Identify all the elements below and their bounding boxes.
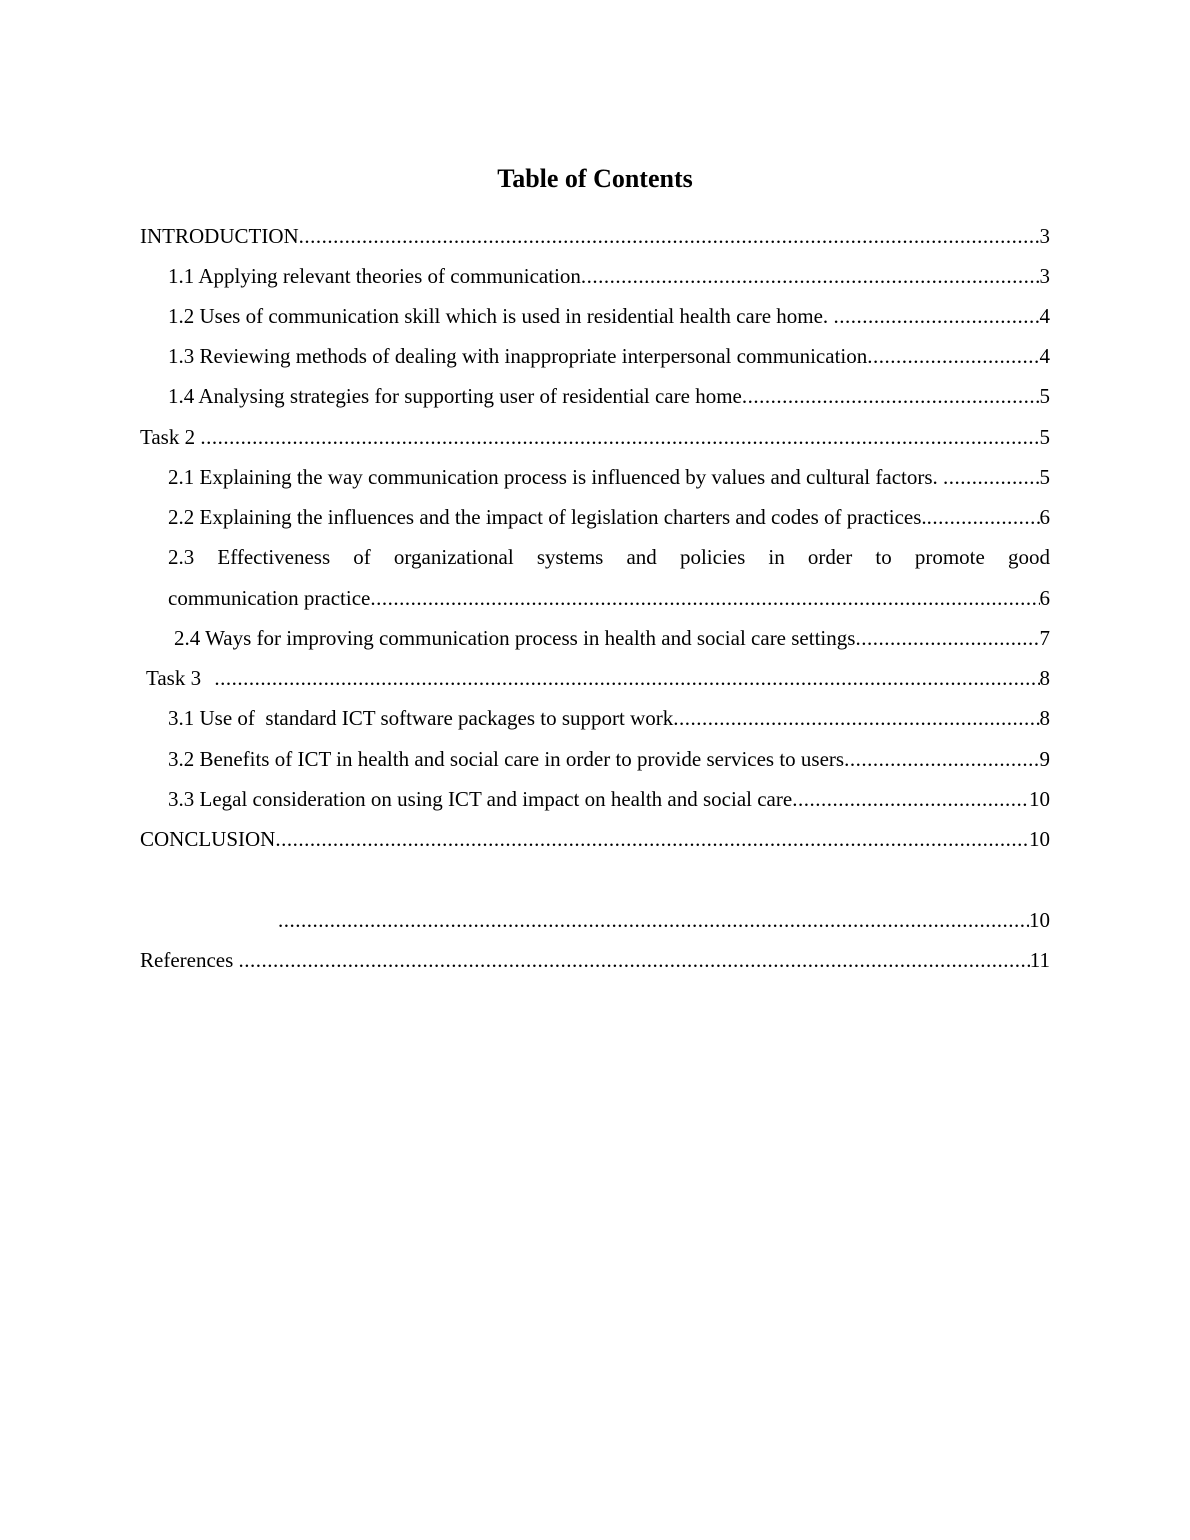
toc-entry-text: Task 2 [140,425,201,449]
toc-page-number: 10 [1029,827,1050,851]
toc-entry-2-1[interactable] [168,463,1050,491]
leader-dots [855,624,1039,652]
page-title: Table of Contents [497,164,693,193]
toc-entry-text: 2.4 Ways for improving communication process in health and social care settings [174,626,856,650]
toc-entry-text: communication practice [168,586,371,610]
toc-page-number: 3 [1039,224,1050,248]
leader-dots [278,906,1029,934]
toc-entry-task-3[interactable] [146,664,1050,692]
toc-entry-3-3[interactable] [168,785,1050,813]
toc-entry-1-2[interactable] [168,302,1050,330]
leader-dots [239,946,1030,974]
toc-page-number: 5 [1039,465,1050,489]
toc-entry-text: Task 3 [146,666,207,690]
toc-page-number: 5 [1039,425,1050,449]
toc-entry-1-3[interactable] [168,342,1050,370]
leader-dots [833,302,1039,330]
toc-page-number: 10 [1029,787,1050,811]
leader-dots [742,382,1040,410]
toc-entry-3-2[interactable] [168,745,1050,773]
toc-page-number: 8 [1039,666,1050,690]
toc-entry-text: 3.2 Benefits of ICT in health and social care in order to provide services to users [168,747,845,771]
toc-entry-text: 3.3 Legal consideration on using ICT and impact on health and social care [168,787,793,811]
toc-page-number: 4 [1039,304,1050,328]
toc-entry-1-1[interactable] [168,262,1050,290]
toc-page-number: 9 [1039,747,1050,771]
toc-entry-introduction[interactable] [140,222,1050,250]
toc-entry-1-4[interactable] [168,382,1050,410]
leader-dots [844,745,1039,773]
leader-dots [200,423,1039,451]
toc-entry-task-2[interactable] [140,423,1050,451]
toc-page-number: 10 [1029,908,1050,932]
toc-entry-3-1[interactable] [168,704,1050,732]
toc-entry-conclusion[interactable] [140,825,1050,853]
toc-page-number: 11 [1029,948,1050,972]
toc-entry-text: CONCLUSION [140,827,276,851]
leader-dots [867,342,1039,370]
toc-page-number: 5 [1039,384,1050,408]
toc-page-number: 6 [1039,586,1050,610]
toc-page-number: 8 [1039,706,1050,730]
toc-entry-text: 2.1 Explaining the way communication process is influenced by values and cultural factors. [168,465,944,489]
toc-entry-text: 2.2 Explaining the influences and the impact of legislation charters and codes of practices. [168,505,927,529]
toc-page-number: 7 [1039,626,1050,650]
toc-entry-2-2[interactable] [168,503,1050,531]
toc-page-number: 4 [1039,344,1050,368]
toc-entry-text: 1.2 Uses of communication skill which is used in residential health care home. [168,304,834,328]
leader-dots [275,825,1029,853]
leader-dots [370,584,1039,612]
leader-dots [673,704,1039,732]
toc-entry-references[interactable] [140,946,1050,974]
toc-entry-text: 3.1 Use of standard ICT software packages to support work [168,706,674,730]
leader-dots [927,503,1040,531]
leader-dots [214,664,1039,692]
toc-page-number: 3 [1039,264,1050,288]
toc-entry-untitled[interactable] [278,906,1050,934]
toc-entry-text: 1.4 Analysing strategies for supporting user of residential care home [168,384,742,408]
toc-page-number: 6 [1039,505,1050,529]
toc-entry-2-4[interactable] [174,624,1050,652]
toc-entry-text: 1.3 Reviewing methods of dealing with inappropriate interpersonal communication [168,344,868,368]
toc-entry-text: INTRODUCTION [140,224,299,248]
leader-dots [581,262,1040,290]
toc-entry-2-3-line1[interactable]: 2.3 Effectiveness of organizational systems and policies in order to promote good [168,545,1050,569]
toc-entry-text: References [140,948,239,972]
leader-dots [299,222,1040,250]
leader-dots [792,785,1029,813]
toc-entry-text: 1.1 Applying relevant theories of communication [168,264,581,288]
leader-dots [943,463,1039,491]
toc-entry-2-3[interactable] [168,584,1050,612]
